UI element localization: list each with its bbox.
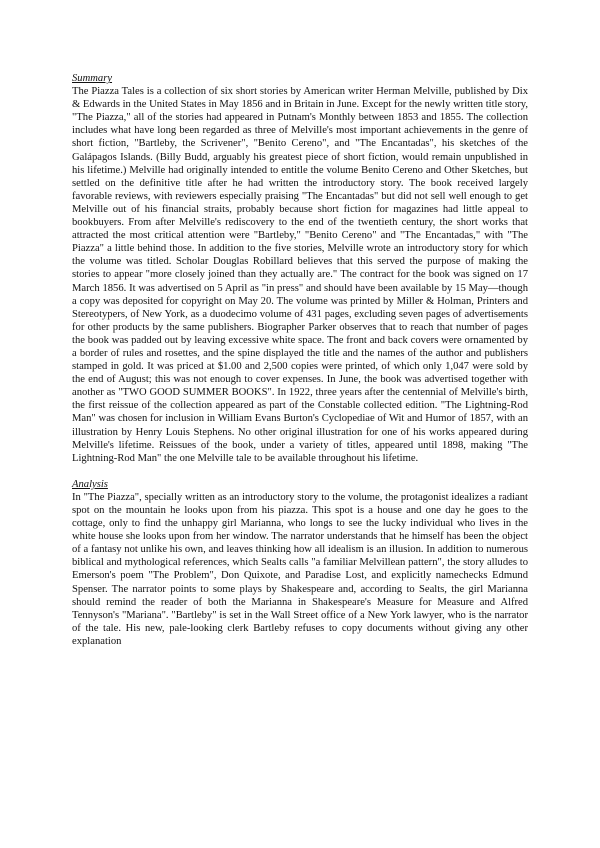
summary-section [72,72,528,465]
section-body-summary: The Piazza Tales is a collection of six short stories by American writer Herman Melville, published by Dix & Edwards in the United States in May 1856 and in Britain in June. Except for the newly written title story, "The Piazza," all of the stories had appeared in Putnam's Monthly between 1853 and 1855. The collection includes what have long been regarded as three of Melville's most important achievements in the genre of short fiction, "Bartleby, the Scrivener", "Benito Cereno", and "The Encantadas", his sketches of the Galápagos Islands. (Billy Budd, arguably his greatest piece of short fiction, would remain unpublished in his lifetime.) Melville had originally intended to entitle the volume Benito Cereno and Other Sketches, but settled on the definitive title after he had written the introductory story. The book received largely favorable reviews, with reviewers especially praising "The Encantadas" but did not sell well enough to get Melville out of his financial straits, probably because short fiction for magazines had little appeal to bookbuyers. From after Melville's rediscovery to the end of the twentieth century, the short works that attracted the most critical attention were "Bartleby," "Benito Cereno" and "The Encantadas," with "The Piazza" a little behind those. In addition to the five stories, Melville wrote an introductory story for which the volume was titled. Scholar Douglas Robillard believes that this served the purpose of making the stories to appear "more closely joined than they actually are." The contract for the book was signed on 17 March 1856. It was advertised on 5 April as "in press" and should have been available by 15 May—though a copy was deposited for copyright on May 20. The volume was printed by Miller & Holman, Printers and Stereotypers, of New York, as a duodecimo volume of 431 pages, excluding seven pages of advertisements for other products by the same publishers. Biographer Parker observes that to reach that number of pages the book was padded out by leaving excessive white space. The front and back covers were ornamented by a border of rules and rosettes, and the spine displayed the title and the names of the author and publishers stamped in gold. It was priced at $1.00 and 2,500 copies were printed, of which only 1,047 were sold by the end of August; this was not enough to cover expenses. In June, the book was advertised together with another as "TWO GOOD SUMMER BOOKS". In 1922, three years after the centennial of Melville's birth, the first reissue of the collection appeared as part of the Constable collected edition. "The Lightning-Rod Man" was chosen for inclusion in William Evans Burton's Cyclopediae of Wit and Humor of 1857, with an illustration by Henry Louis Stephens. No other original illustration for one of his works appeared during Melville's lifetime. Reissues of the book, under a variety of titles, appeared until 1898, making "The Lightning-Rod Man" the one Melville tale to be available throughout his lifetime. [72,86,528,464]
document-page [72,72,528,648]
analysis-section [72,478,528,648]
section-spacer [72,465,528,478]
section-heading-summary: Summary [72,73,113,84]
section-heading-analysis: Analysis [72,478,108,490]
section-body-analysis: In "The Piazza", specially written as an introductory story to the volume, the protagonist idealizes a radiant spot on the mountain he looks upon from his piazza. This spot is a house and one day he goes to the cottage, only to find the unhappy girl Marianna, who longs to see the lucky individual who lives in the white house she looks upon from her window. The narrator understands that he himself has been the object of a fantasy not unlike his own, and leaves thinking how all idealism is an illusion. In addition to numerous biblical and mythological references, which Sealts calls "a familiar Melvillean pattern", the story alludes to Emerson's poem "The Problem", Don Quixote, and Paradise Lost, and explicitly namechecks Edmund Spenser. The narrator points to some plays by Shakespeare and, according to Sealts, the girl Marianna should remind the reader of both the Marianna in Shakespeare's Measure for Measure and Alfred Tennyson's "Mariana". "Bartleby" is set in the Wall Street office of a New York lawyer, who is the narrator of the tale. His new, pale-looking clerk Bartleby refuses to copy documents without giving any other explanation [72,491,528,647]
